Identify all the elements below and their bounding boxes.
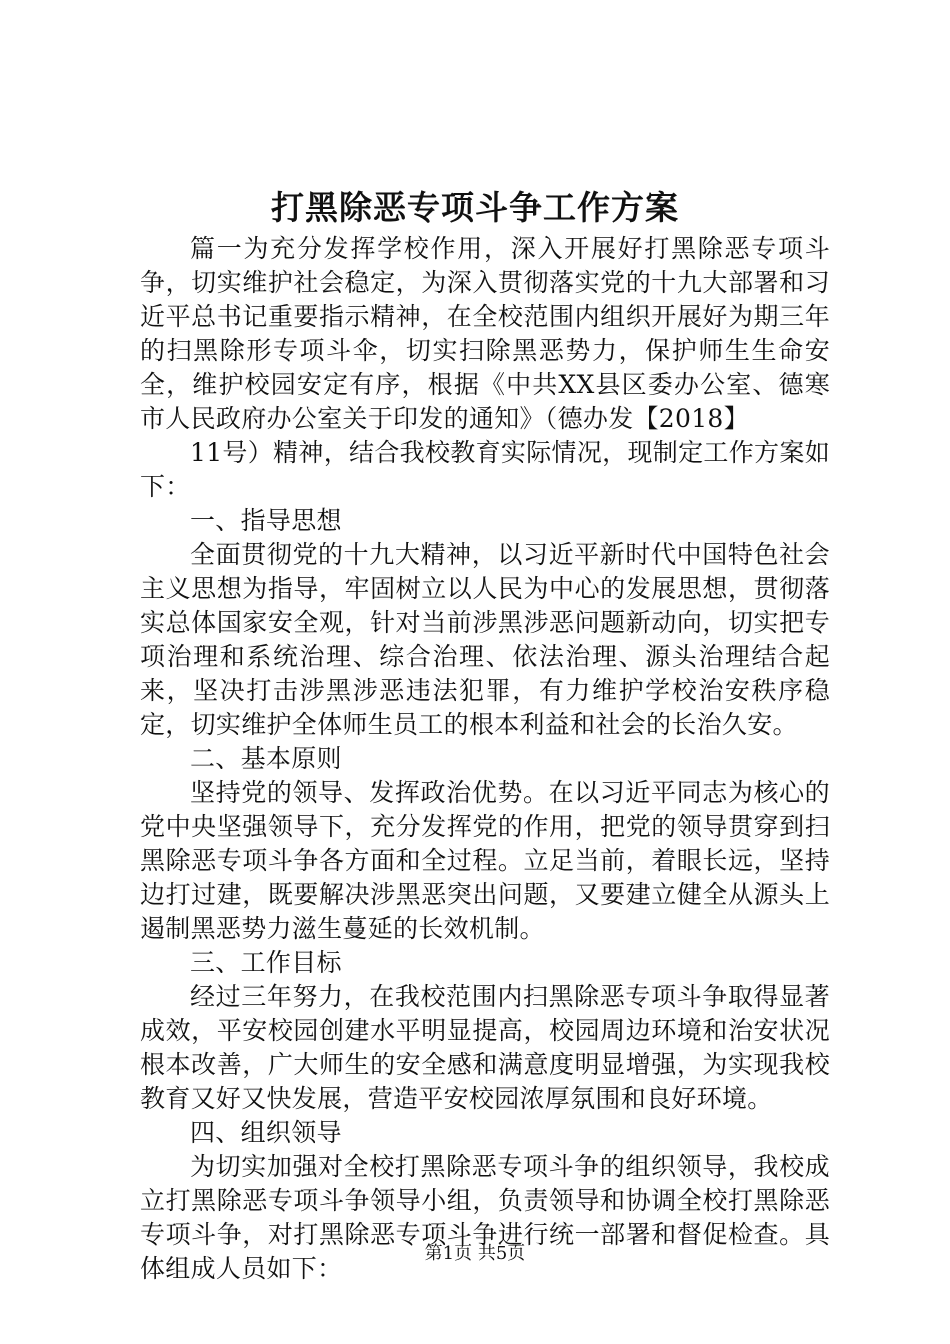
- paragraph-organization: 为切实加强对全校打黑除恶专项斗争的组织领导，我校成立打黑除恶专项斗争领导小组，负责领导和协调全校打黑除恶专项斗争，对打黑除恶专项斗争进行统一部署和督促检查。具体组成人员如下：: [140, 1152, 830, 1283]
- section-heading-work-goals: 三、工作目标: [190, 948, 342, 977]
- paragraph-guiding-thought: 全面贯彻党的十九大精神，以习近平新时代中国特色社会主义思想为指导，牢固树立以人民为中心的发展思想，贯彻落实总体国家安全观，针对当前涉黑涉恶问题新动向，切实把专项治理和系统治理、综合治理、依法治理、源头治理结合起来，坚决打击涉黑涉恶违法犯罪，有力维护学校治安秩序稳定，切实维护全体师生员工的根本利益和社会的长治久安。: [140, 540, 830, 739]
- section-heading-organization: 四、组织领导: [190, 1118, 342, 1147]
- paragraph-basic-principles: 坚持党的领导、发挥政治优势。在以习近平同志为核心的党中央坚强领导下，充分发挥党的作用，把党的领导贯穿到扫黑除恶专项斗争各方面和全过程。立足当前，着眼长远，坚持边打过建，既要解决涉黑恶突出问题，又要建立健全从源头上遏制黑恶势力滋生蔓延的长效机制。: [140, 778, 830, 943]
- section-heading-guiding-thought: 一、指导思想: [190, 506, 342, 535]
- page-footer: 第1页 共5页: [424, 1243, 526, 1264]
- document-title: 打黑除恶专项斗争工作方案: [271, 188, 679, 227]
- section-heading-basic-principles: 二、基本原则: [190, 744, 342, 773]
- paragraph-intro: 篇一为充分发挥学校作用，深入开展好打黑除恶专项斗争，切实维护社会稳定，为深入贯彻落实党的十九大部署和习近平总书记重要指示精神，在全校范围内组织开展好为期三年的扫黑除形专项斗伞，切实扫除黑恶势力，保护师生生命安全，维护校园安定有序，根据《中共XX县区委办公室、德寒市人民政府办公室关于印发的通知》（德办发【2018】: [140, 234, 830, 433]
- paragraph-work-goals: 经过三年努力，在我校范围内扫黑除恶专项斗争取得显著成效，平安校园创建水平明显提高，校园周边环境和治安状况根本改善，广大师生的安全感和满意度明显增强，为实现我校教育又好又快发展，营造平安校园浓厚氛围和良好环境。: [140, 982, 830, 1113]
- paragraph-intro-continued: 11号）精神，结合我校教育实际情况，现制定工作方案如下：: [140, 438, 830, 501]
- document-body: [140, 232, 830, 1286]
